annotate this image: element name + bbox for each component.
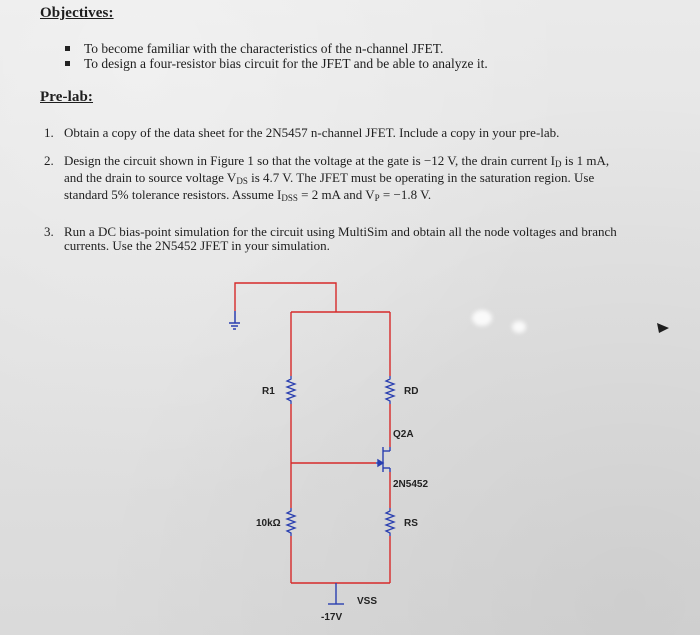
subscript: DSS (281, 193, 298, 203)
wire-top-rail (235, 283, 336, 312)
text-run: is 1 mA, (561, 153, 610, 168)
pointer-arrow-icon (657, 323, 669, 333)
rs-label: RS (404, 518, 418, 529)
r2-value-label: 10kΩ (256, 518, 281, 529)
resistor-rd (386, 376, 394, 404)
objective-item: To become familiar with the characteristics of the n-channel JFET. (62, 41, 488, 56)
item-line: Run a DC bias-point simulation for the circuit using MultiSim and obtain all the node voltages and branch (64, 224, 617, 239)
rd-label: RD (404, 386, 419, 397)
subscript: P (374, 193, 380, 203)
light-glare (472, 310, 492, 326)
text-run: standard 5% tolerance resistors. Assume I (64, 187, 282, 202)
item-text: Obtain a copy of the data sheet for the 2N5457 n-channel JFET. Include a copy in your pre-lab. (64, 125, 560, 140)
text-run: and the drain to source voltage V (64, 170, 237, 185)
resistor-r2 (287, 508, 295, 536)
jfet-icon (376, 447, 390, 472)
vss-value-label: -17V (321, 612, 343, 623)
item-line: currents. Use the 2N5452 JFET in your simulation. (64, 238, 330, 253)
resistor-r1 (287, 376, 295, 404)
prelab-heading: Pre-lab: (40, 89, 94, 105)
light-glare (512, 321, 526, 333)
item-number: 1. (44, 125, 54, 140)
resistor-rs (386, 508, 394, 536)
text-run: is 4.7 V. The JFET must be operating in the saturation region. Use (247, 170, 595, 185)
text-run: Design the circuit shown in Figure 1 so that the voltage at the gate is −12 V, the drain current I (64, 153, 555, 168)
subscript: DS (236, 176, 248, 186)
transistor-ref-label: Q2A (393, 429, 414, 440)
text-run: = −1.8 V. (379, 187, 432, 202)
ground-icon (229, 311, 240, 329)
transistor-part-label: 2N5452 (393, 479, 429, 490)
vss-supply-icon (328, 583, 344, 604)
item-number: 3. (44, 224, 54, 239)
item-number: 2. (44, 153, 54, 168)
circuit-wires (235, 283, 390, 583)
r1-label: R1 (262, 386, 275, 397)
subscript: D (555, 159, 562, 169)
objective-item: To design a four-resistor bias circuit for the JFET and be able to analyze it. (62, 56, 488, 71)
objectives-heading: Objectives: (40, 5, 114, 21)
vss-label: VSS (357, 596, 378, 607)
text-run: = 2 mA and V (297, 187, 375, 202)
